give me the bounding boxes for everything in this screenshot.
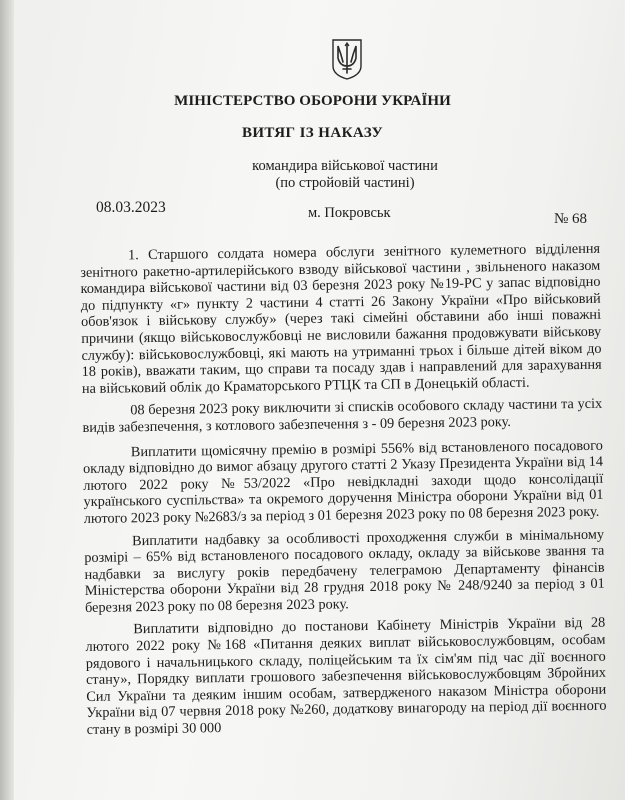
order-number: № 68 bbox=[554, 211, 588, 227]
ministry-title: МІНІСТЕРСТВО ОБОРОНИ УКРАЇНИ bbox=[174, 93, 451, 109]
paragraph-1: 1. Старшого солдата номера обслуги зенітного кулеметного відділення зенітного ракетно-артилерійського взводу військової частини , звільненого наказом командира військової частини від 03 березня 2023 року №19-РС у запас відповідно до підпункту «г» пункту 2 частини 4 статті 26 Закону України «Про військовий обов'язок і військову службу» (через такі сімейні обставини або інші поважні причини (якщо військовослужбовці не висловили бажання продовжувати військову службу): військовослужбовці, які мають на утриманні трьох і більше дітей віком до 18 років), вважати таким, що справи та посаду здав і направлений для зарахування на військовий облік до Краматорського РТЦК та СП в Донецькій області. bbox=[80, 240, 602, 397]
order-date: 08.03.2023 bbox=[96, 199, 166, 216]
document-title: ВИТЯГ ІЗ НАКАЗУ bbox=[241, 125, 384, 141]
paragraph-5: Виплатити відповідно до постанови Кабінету Міністрів України від 28 лютого 2022 року №168 «Питання деяких виплат військовослужбовцям, особам рядового і начальницького складу, поліцейським та їх сім'ям під час дії воєнного стану», Порядку виплати грошового забезпечення військовослужбовцям Збройних Сил України та деяким іншим особам, затвердженого наказом Міністра оборони України від 07 червня 2018 року №260, додаткову винагороду на період дії воєнного стану в розмірі 30 000 bbox=[85, 615, 607, 738]
trident-emblem-icon bbox=[330, 36, 364, 80]
paragraph-4: Виплатити надбавку за особливості проходження служби в мінімальному розмірі – 65% від встановленого посадового окладу, окладу за військове звання та надбавки за вислугу років передбачену телеграмою Департаменту фінансів Міністерства оборони України від 28 грудня 2018 року № 248/9240 за період з 01 березня 2023 року по 08 березня 2023 року. bbox=[84, 526, 605, 616]
page-edge-shadow bbox=[0, 0, 14, 800]
paragraph-2: 08 березня 2023 року виключити зі списків особового складу частини та усіх видів забезпечення, з котлового забезпечення з - 09 березня 2023 року. bbox=[82, 396, 603, 436]
commander-line: командира військової частини bbox=[252, 158, 438, 174]
paragraph-3: Виплатити щомісячну премію в розмірі 556% від встановленого посадового окладу відповідно до вимог абзацу другого статті 2 Указу Президента України від 14 лютого 2022 року №53/2022 «Про невідкладні заходи щодо консолідації українського суспільства» та окремого доручення Міністра оборони України від 01 лютого 2023 року №2683/з за період з 01 березня 2023 року по 08 березня 2023 року. bbox=[82, 437, 604, 527]
combat-part-line: (по стройовій частині) bbox=[275, 175, 415, 191]
order-body bbox=[80, 241, 607, 745]
order-city: м. Покровськ bbox=[308, 205, 391, 221]
